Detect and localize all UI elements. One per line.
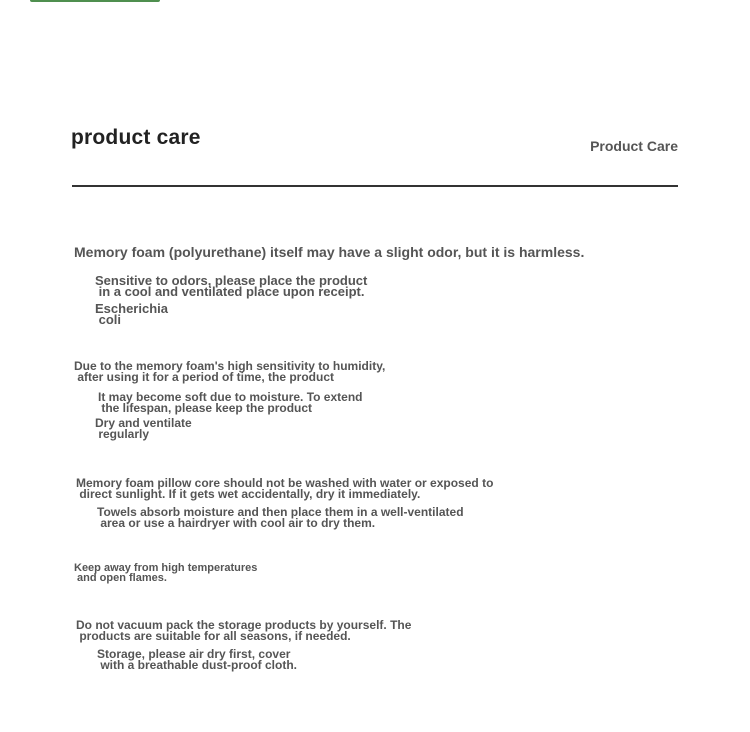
page-title: product care [71,126,201,149]
page-subtitle: Product Care [590,138,678,154]
care-line: in a cool and ventilated place upon receipt. [95,284,365,299]
care-line: direct sunlight. If it gets wet accidentally, dry it immediately. [76,487,421,501]
care-line: products are suitable for all seasons, if needed. [76,629,351,643]
care-line: after using it for a period of time, the product [74,370,335,384]
header-divider [72,185,678,187]
care-line: It may become soft due to moisture. To extend [98,390,363,404]
care-line: Escherichia [95,301,168,316]
care-line: Do not vacuum pack the storage products by yourself. The [76,618,412,632]
care-line: Towels absorb moisture and then place them in a well-ventilated [97,505,464,519]
care-line: and open flames. [74,572,167,584]
care-line: the lifespan, please keep the product [98,401,313,415]
care-line: Keep away from high temperatures [74,562,258,574]
care-line: regularly [95,427,150,441]
care-line: Memory foam pillow core should not be washed with water or exposed to [76,476,494,490]
care-line: Sensitive to odors, please place the product [95,273,368,288]
care-line: Due to the memory foam's high sensitivity to humidity, [74,359,386,373]
care-line: Storage, please air dry first, cover [97,647,291,661]
care-line: Dry and ventilate [95,416,192,430]
care-line: with a breathable dust-proof cloth. [97,658,298,672]
top-accent-bar [30,0,160,2]
care-line: coli [95,312,122,327]
care-line: Memory foam (polyurethane) itself may have a slight odor, but it is harmless. [74,244,585,260]
care-line: area or use a hairdryer with cool air to dry them. [97,516,376,530]
